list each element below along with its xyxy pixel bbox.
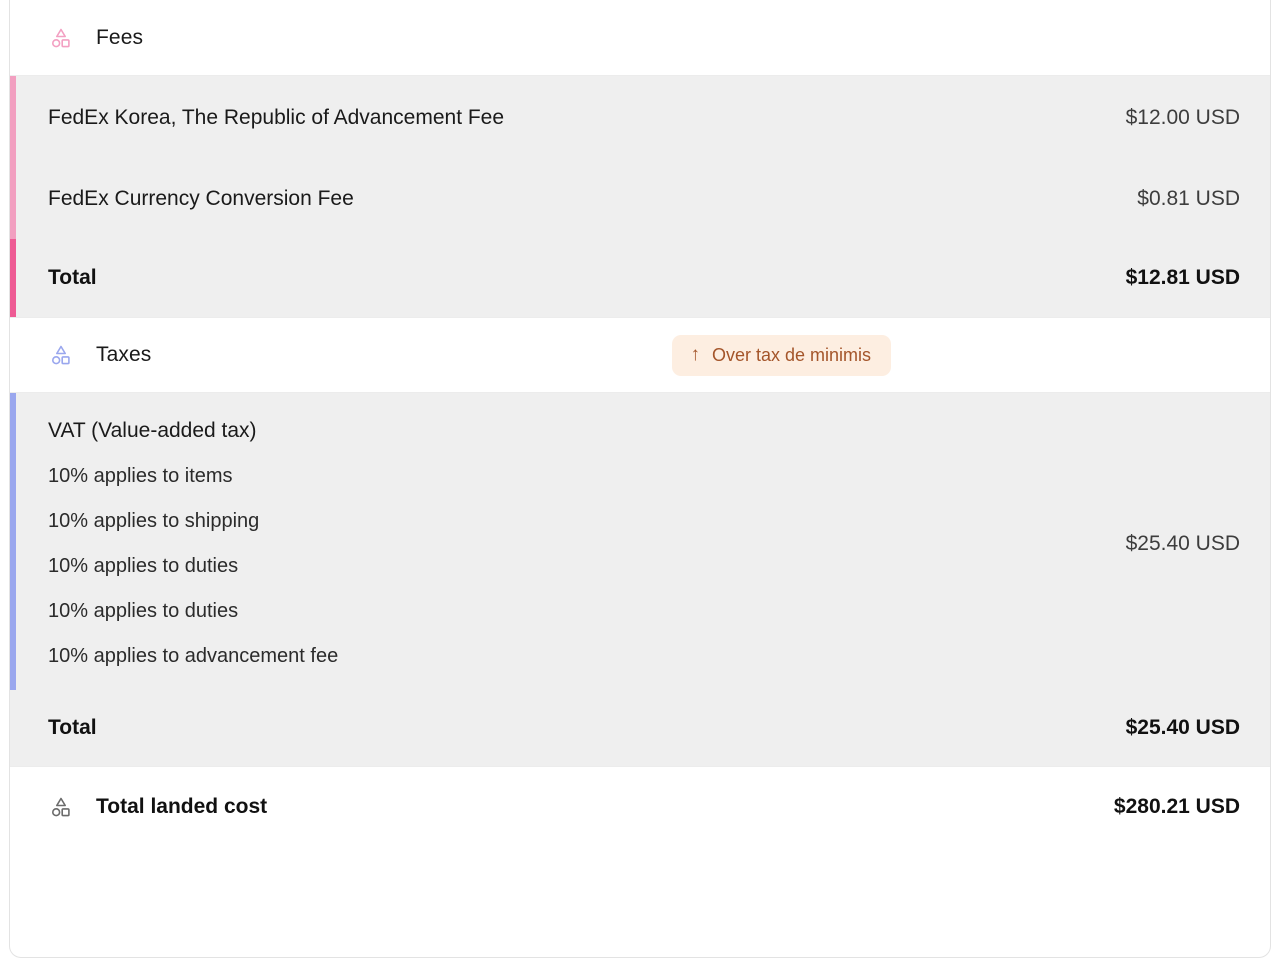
landed-cost-card: [9, 0, 1271, 958]
tax-rule: 10% applies to shipping: [48, 510, 260, 532]
taxes-title: Taxes: [96, 343, 152, 366]
fee-label: FedEx Currency Conversion Fee: [48, 187, 354, 210]
arrow-up-icon: ↑: [690, 343, 700, 365]
tax-rule: 10% applies to items: [48, 465, 233, 487]
fees-total-amount: $12.81 USD: [1125, 266, 1240, 289]
shapes-icon: [48, 342, 74, 368]
fees-total-row: [10, 239, 1270, 317]
taxes-stripe: [10, 393, 16, 690]
fees-total-stripe: [10, 239, 16, 317]
tax-rule: 10% applies to advancement fee: [48, 645, 339, 667]
tax-name: VAT (Value-added tax): [48, 419, 257, 442]
taxes-total-row: [10, 690, 1270, 766]
tax-rule: 10% applies to duties: [48, 555, 239, 577]
fees-title: Fees: [96, 25, 144, 49]
tax-rule: 10% applies to duties: [48, 600, 239, 622]
taxes-total-label: Total: [48, 716, 97, 739]
fees-block: [10, 76, 1270, 317]
fees-stripe: [10, 76, 16, 239]
total-landed-cost-row: [10, 766, 1270, 846]
status-badge-over-tax-de-minimis: [672, 335, 891, 376]
tax-detail-row: [10, 393, 1270, 690]
fee-line-item: [10, 159, 1270, 239]
shapes-icon: [48, 794, 74, 820]
fee-label: FedEx Korea, The Republic of Advancement Fee: [48, 105, 505, 129]
tax-amount: $25.40 USD: [1125, 531, 1240, 555]
tax-detail-list: [48, 419, 1126, 668]
fees-section-header: [10, 0, 1270, 76]
taxes-block: [10, 393, 1270, 766]
total-landed-cost-label: Total landed cost: [96, 794, 268, 818]
taxes-total-amount: $25.40 USD: [1125, 716, 1240, 739]
status-badge-label: Over tax de minimis: [711, 344, 871, 365]
fee-line-item: [10, 76, 1270, 159]
shapes-icon: [48, 25, 74, 51]
fee-amount: $0.81 USD: [1137, 187, 1240, 210]
fees-total-label: Total: [48, 266, 97, 289]
taxes-section-header: [10, 317, 1270, 393]
fee-amount: $12.00 USD: [1125, 105, 1240, 129]
total-landed-cost-amount: $280.21 USD: [1113, 794, 1240, 818]
